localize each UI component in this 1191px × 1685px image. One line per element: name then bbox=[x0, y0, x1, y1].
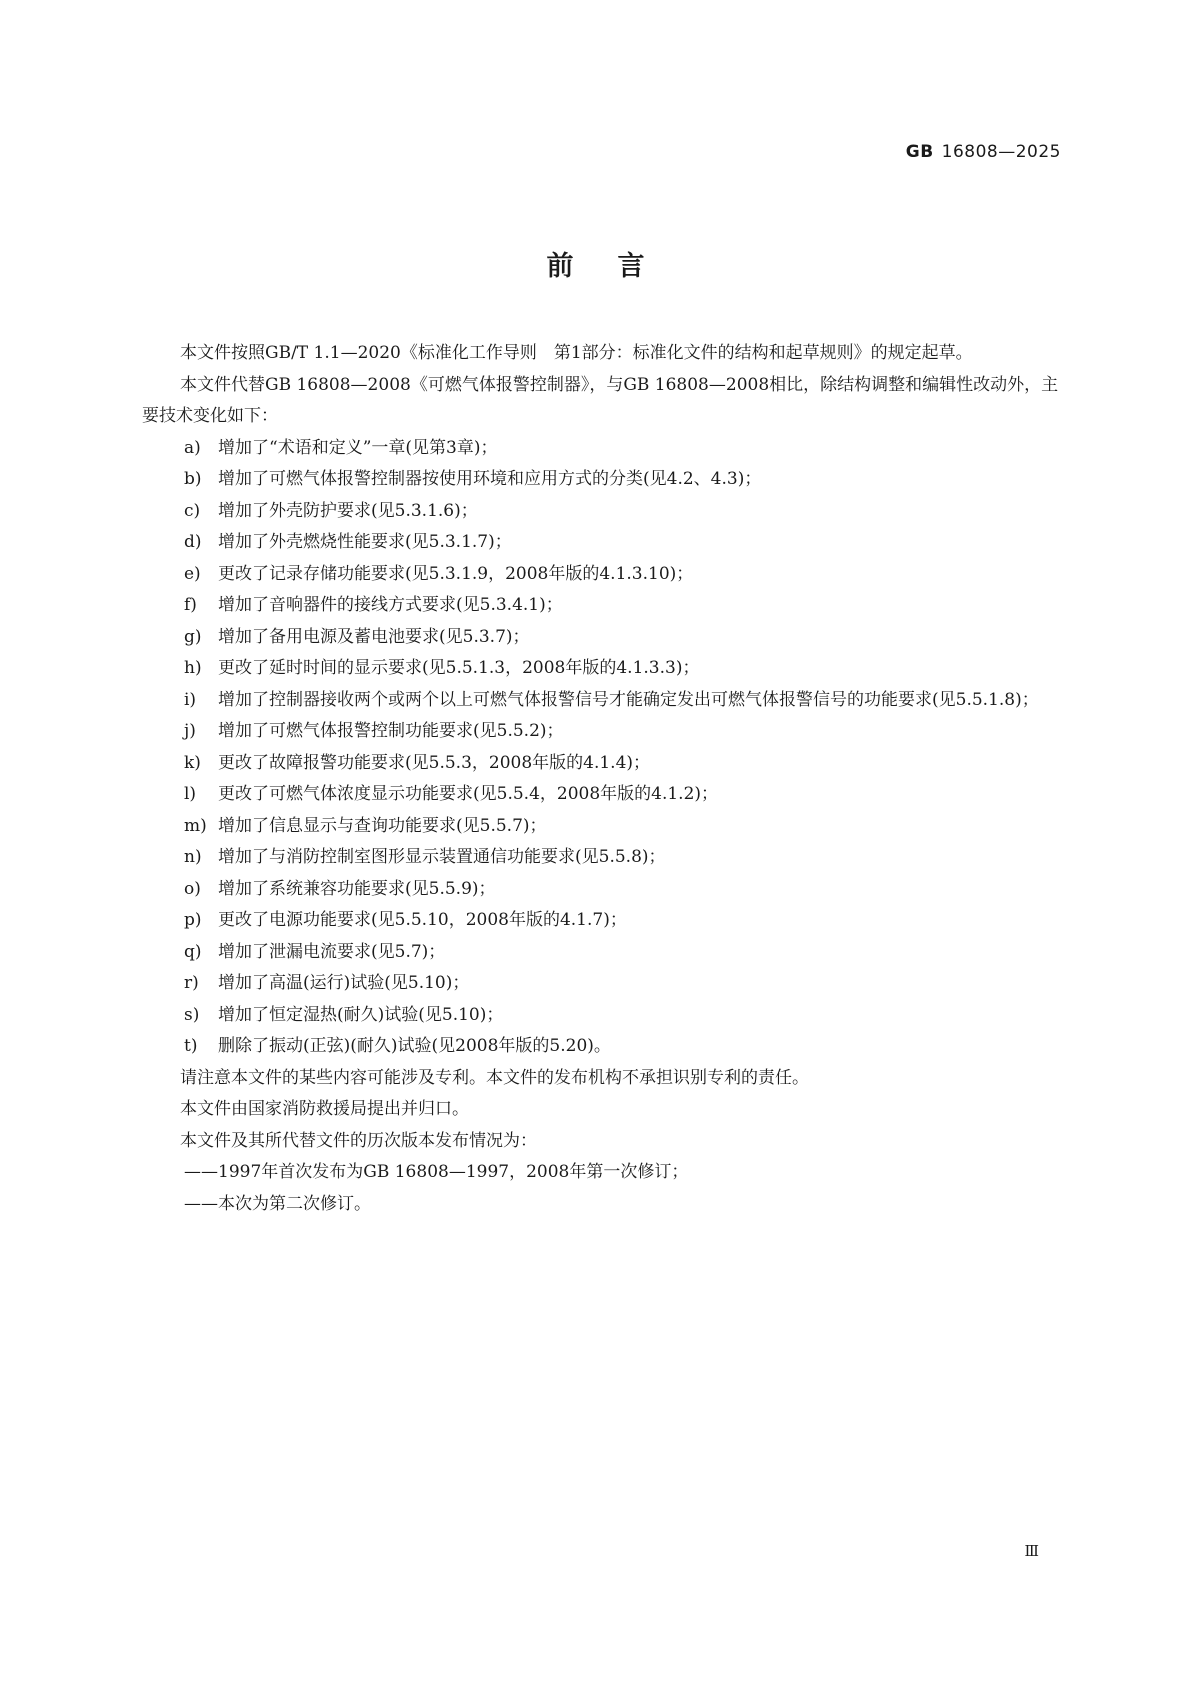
list-item-text: 增加了可燃气体报警控制器按使用环境和应用方式的分类(见4.2、4.3)； bbox=[218, 469, 762, 489]
list-item bbox=[142, 559, 1072, 591]
list-item-text: 增加了高温(运行)试验(见5.10)； bbox=[218, 973, 470, 993]
standard-code: 16808—2025 bbox=[941, 142, 1061, 162]
list-item-text: 增加了外壳防护要求(见5.3.1.6)； bbox=[218, 500, 478, 521]
list-item bbox=[142, 433, 1072, 465]
list-item bbox=[142, 905, 1072, 937]
patent-notice: 请注意本文件的某些内容可能涉及专利。本文件的发布机构不承担识别专利的责任。 bbox=[180, 1067, 809, 1088]
list-marker: e) bbox=[184, 563, 201, 584]
list-marker: t) bbox=[184, 1036, 198, 1056]
list-item bbox=[142, 937, 1072, 969]
list-marker: o) bbox=[184, 878, 201, 899]
page-title: 前言 bbox=[546, 251, 689, 282]
list-item bbox=[142, 811, 1072, 843]
list-marker: c) bbox=[184, 500, 201, 521]
list-marker: i) bbox=[184, 689, 197, 710]
list-item bbox=[142, 716, 1072, 748]
list-marker: r) bbox=[184, 973, 199, 993]
list-item-text: 增加了泄漏电流要求(见5.7)； bbox=[218, 941, 446, 962]
list-item bbox=[142, 590, 1072, 622]
list-marker: n) bbox=[184, 847, 202, 867]
list-item-text: 删除了振动(正弦)(耐久)试验(见2008年版的5.20)。 bbox=[218, 1036, 611, 1056]
list-item-text: 更改了电源功能要求(见5.5.10，2008年版的4.1.7)； bbox=[218, 910, 627, 930]
list-item-text: 更改了故障报警功能要求(见5.5.3，2008年版的4.1.4)； bbox=[218, 752, 651, 773]
list-marker: s) bbox=[184, 1004, 200, 1025]
list-item-text: 增加了与消防控制室图形显示装置通信功能要求(见5.5.8)； bbox=[218, 847, 666, 867]
list-marker: g) bbox=[184, 626, 202, 647]
list-marker: b) bbox=[184, 469, 202, 489]
list-marker: l) bbox=[184, 784, 197, 804]
list-marker: j) bbox=[184, 721, 196, 741]
standard-prefix: GB bbox=[905, 142, 934, 162]
list-item bbox=[142, 968, 1072, 1000]
list-item-text: 更改了记录存储功能要求(见5.3.1.9，2008年版的4.1.3.10)； bbox=[218, 563, 694, 584]
intro-paragraph: 本文件按照GB/T 1.1—2020《标准化工作导则 第1部分：标准化文件的结构和起草规则》的规定起草。 bbox=[180, 343, 973, 363]
list-item bbox=[142, 685, 1072, 717]
list-item bbox=[142, 496, 1072, 528]
history-item: ——1997年首次发布为GB 16808—1997，2008年第一次修订； bbox=[184, 1162, 689, 1182]
list-item-text: 增加了“术语和定义”一章(见第3章)； bbox=[218, 437, 498, 458]
list-item-text: 增加了信息显示与查询功能要求(见5.5.7)； bbox=[218, 815, 547, 836]
list-marker: a) bbox=[184, 437, 201, 458]
list-item bbox=[142, 527, 1072, 559]
list-marker: p) bbox=[184, 910, 202, 930]
foreword-body bbox=[142, 338, 1072, 1220]
list-item bbox=[142, 1000, 1072, 1032]
list-item-text: 增加了可燃气体报警控制功能要求(见5.5.2)； bbox=[218, 721, 564, 741]
list-item-text: 更改了可燃气体浓度显示功能要求(见5.5.4，2008年版的4.1.2)； bbox=[218, 784, 719, 804]
list-item-text: 增加了外壳燃烧性能要求(见5.3.1.7)； bbox=[218, 532, 512, 552]
list-item bbox=[142, 622, 1072, 654]
list-item bbox=[142, 779, 1072, 811]
changes-list bbox=[142, 433, 1072, 1063]
list-item bbox=[142, 842, 1072, 874]
list-item bbox=[142, 653, 1072, 685]
list-item-text: 增加了音响器件的接线方式要求(见5.3.4.1)； bbox=[218, 595, 563, 615]
list-item bbox=[142, 748, 1072, 780]
list-marker: f) bbox=[184, 595, 197, 615]
proposer-statement: 本文件由国家消防救援局提出并归口。 bbox=[180, 1099, 469, 1119]
list-marker: q) bbox=[184, 941, 202, 962]
history-intro: 本文件及其所代替文件的历次版本发布情况为： bbox=[180, 1130, 537, 1151]
list-item-text: 增加了控制器接收两个或两个以上可燃气体报警信号才能确定发出可燃气体报警信号的功能要求(见5.5.1.8)； bbox=[218, 689, 1039, 710]
list-marker: d) bbox=[184, 532, 202, 552]
list-item bbox=[142, 1031, 1072, 1063]
list-marker: m) bbox=[184, 815, 207, 836]
intro-paragraph: 本文件代替GB 16808—2008《可燃气体报警控制器》，与GB 16808—2008相比，除结构调整和编辑性改动外，主要技术变化如下： bbox=[142, 374, 1059, 426]
list-item bbox=[142, 874, 1072, 906]
list-item-text: 增加了系统兼容功能要求(见5.5.9)； bbox=[218, 878, 496, 899]
page-number: Ⅲ bbox=[1024, 1542, 1039, 1560]
list-item-text: 增加了恒定湿热(耐久)试验(见5.10)； bbox=[218, 1004, 504, 1025]
standard-number bbox=[906, 142, 1061, 162]
history-item: ——本次为第二次修订。 bbox=[184, 1193, 371, 1214]
list-marker: k) bbox=[184, 752, 201, 773]
list-item-text: 更改了延时时间的显示要求(见5.5.1.3，2008年版的4.1.3.3)； bbox=[218, 658, 700, 678]
list-marker: h) bbox=[184, 658, 202, 678]
list-item bbox=[142, 464, 1072, 496]
list-item-text: 增加了备用电源及蓄电池要求(见5.3.7)； bbox=[218, 626, 530, 647]
